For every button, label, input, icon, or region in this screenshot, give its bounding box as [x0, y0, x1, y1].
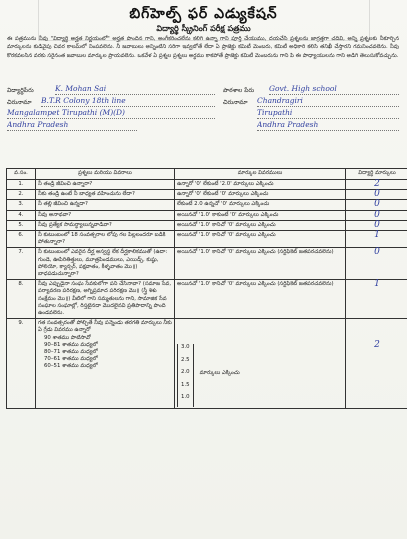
row-number: 5.	[7, 220, 36, 230]
row-mark[interactable]: 2	[346, 180, 407, 190]
grade-option: 90 శాతము పాటిసావో	[44, 334, 91, 341]
scale-value: 2.5	[181, 356, 190, 363]
row-question: నీ తల్లి జీవించి ఉన్నదా?	[36, 200, 175, 210]
row-scoring: అయినచో '1.0' కానిచో '0' మార్కులు ఎక్కించు	[175, 231, 346, 248]
row-number: 1.	[7, 180, 36, 190]
table-row	[7, 280, 407, 319]
row-scoring: అయినచో '1.0' కానిచో '0' మార్కులు ఎక్కించు	[175, 220, 346, 230]
row-question: గత సంవత్సరంతో పోల్చితే నీవు పన్నెండు తరగతి మార్కులు నీకు ఏ గ్రేడు వివరము ఉన్నారో	[38, 320, 172, 334]
address-value[interactable]: B.T.R Colony 18th line	[41, 96, 215, 107]
grade-scale	[177, 344, 343, 407]
student-name-value[interactable]: K. Mohan Sai	[55, 84, 215, 95]
grade-option: 70–61 శాతము మధ్యలో	[44, 356, 98, 363]
row-number: 9.	[7, 319, 36, 409]
row-number: 4.	[7, 210, 36, 220]
school-address-value[interactable]: Chandragiri	[257, 96, 399, 107]
row-number: 3.	[7, 200, 36, 210]
row-mark-value[interactable]: 2	[374, 340, 380, 351]
row-scoring: అయినచో '1.0' కాకుంటే '0' మార్కులు ఎక్కించు	[175, 210, 346, 220]
grade-scale-values	[177, 344, 194, 407]
grade-option: 90–81 శాతము మధ్యలో	[44, 341, 98, 348]
row-mark[interactable]: 0	[346, 220, 407, 230]
grade-option: 60–51 శాతము మధ్యలో	[44, 363, 98, 370]
row-question: నీవు అనాథవా?	[36, 210, 175, 220]
school-name-label: పాఠశాల పేరు	[223, 87, 255, 94]
row-question-grades	[36, 319, 175, 409]
row-question: నీవు ఎప్పుడైనా సంఘ సేవకులోగా పని చేసినావా? (సమాజ సేవ, పర్యావరణ పరిరక్షణ, అగ్నిప్రమాద పరిరక్షణ మొ॥ (స్త్రీ శిశు సంక్షేమం మొ॥) వీటిలో గాని సమ్మతులను గాని, సామాజిక సేవ సంఘాల సంఘాల్లో, రిస్తటైనదా మొదలైనవి ప్రతిపాదాన్ని పొంది ఉండవలెను.	[36, 280, 175, 319]
row-scoring: అయినచో '1.0' కానిచో '0' మార్కులు ఎక్కించు (సర్టిఫికెట్ జతపరచవలెను)	[175, 280, 346, 319]
row-mark[interactable]: 0	[346, 248, 407, 280]
school-address-line-3[interactable]: Tirupathi	[257, 108, 399, 119]
table-row	[7, 231, 407, 248]
grade-option: 80–71 శాతము మధ్యలో	[44, 349, 98, 356]
scale-value: 1.5	[181, 381, 190, 388]
table-row	[7, 319, 407, 409]
row-mark[interactable]	[346, 319, 407, 409]
row-scoring: అయినచో '1.0' కానిచో '0' మార్కులు ఎక్కించు (సర్టిఫికెట్ జతపరచవలెను)	[175, 248, 346, 280]
header-number: వ.సం.	[7, 169, 36, 180]
row-number: 6.	[7, 231, 36, 248]
address-line-4[interactable]: Andhra Pradesh	[7, 120, 137, 131]
address-line-3[interactable]: Mangalampet Tirupathi (M)(D)	[7, 108, 215, 119]
table-row	[7, 190, 407, 200]
row-scoring: ఉన్నారో '0' లేకుంటే '0' మార్కులు ఎక్కించు	[175, 190, 346, 200]
instructions-paragraph: ఈ పత్రమును నీవు "విద్యార్థి అర్హత నిర్ణయంలో" అర్హత పొందిన గాని, అంగీకరించలేను కలిగి ఉన్నా గాని పూర్తి చేయుము, దయచేసి ప్రశ్నలను జాగ్రత్తగా చదివి, అన్ని ప్రశ్నలకు నీకూర్చిన మార్కులను కుడివైపు చివర కాలమ్‌లో నింపవలెను. నీ జవాబులు అన్నింటిని సరిగా ఇవ్వబోతే లేదా ఏ ప్రాజెక్టు కమిటీ మెంబరు, కమిటీ అధికారి కలిసి తనిఖీ చేస్తారని గమనించవలెను. నీవు కొరకవలసిన వరకు సరైనంత జవాబుల మార్కుల ప్రాయవలెను. ఒకవేళ ఏ ప్రశ్నల ప్రశ్నలు అర్థము కాకపోతే ప్రాజెక్టు కమిటీ మెంబరును గాని పి ఈ పాధ్యాయులను గాని అడిగి తెలుసుకోవచ్చును.	[7, 36, 399, 59]
table-header-row	[7, 169, 407, 180]
form-subtitle: విద్యార్థి స్క్రీనింగ్ పరీక్ష పత్రము	[156, 24, 251, 33]
form-title: బిగ్‌హెల్ప్ ఫర్ ఎడ్యుకేషన్	[129, 6, 278, 22]
table-row	[7, 220, 407, 230]
row-mark[interactable]: 0	[346, 210, 407, 220]
row-question: నీ కుటుంబంలో 18 సంవత్సరాల లోపు గల పిల్లలందరూ బడికి పోతున్నారా?	[36, 231, 175, 248]
scale-value: 3.0	[181, 344, 190, 351]
row-mark[interactable]: 0	[346, 200, 407, 210]
row-mark[interactable]: 1	[346, 280, 407, 319]
scale-label: మార్కులు ఎక్కించు	[199, 370, 240, 377]
row-mark[interactable]: 1	[346, 231, 407, 248]
row-question: నీకు తండ్రి ఉంటే నీ బాధ్యత వహించును లేదా?	[36, 190, 175, 200]
header-question: ప్రశ్నలు మరియు వివరాలు	[36, 169, 175, 180]
table-row	[7, 248, 407, 280]
school-name-value[interactable]: Govt. High school	[269, 84, 399, 95]
row-scoring-scale	[175, 319, 346, 409]
table-row	[7, 210, 407, 220]
row-scoring	[177, 320, 343, 342]
row-scoring: లేకుంటే 2.0 ఉన్నచో '0' మార్కులు ఎక్కించు	[175, 200, 346, 210]
row-mark[interactable]: 0	[346, 190, 407, 200]
school-address-line-4[interactable]: Andhra Pradesh	[257, 120, 399, 131]
header-scoring: మార్కుల వివరములు	[175, 169, 346, 180]
row-question: నీ తండ్రి జీవించి ఉన్నారా?	[36, 180, 175, 190]
row-number: 2.	[7, 190, 36, 200]
scale-value: 2.0	[181, 369, 190, 376]
header-marks: విద్యార్థి మార్కులు	[346, 169, 407, 180]
row-question: నీవు ప్రత్యేక సామర్థ్యాలున్నవాడివా?	[36, 220, 175, 230]
address-label: చిరునామా	[7, 99, 32, 106]
table-row	[7, 180, 407, 190]
school-address-label: చిరునామా	[223, 99, 248, 106]
student-details	[7, 84, 402, 135]
row-number: 7.	[7, 248, 36, 280]
row-scoring: ఉన్నారో '0' లేకుంటే '2.0' మార్కులు ఎక్కించు	[175, 180, 346, 190]
row-question: నీ కుటుంబంలో ఎవరైన దీర్ఘ అస్వస్థ లేక దీర్ఘకాలికముతో (ఉదా: గుండె, ఊపిరితిత్తులు, మూత్రపిండములు, ఎయిడ్స్, కుష్ఠు, పోలియో, క్యాన్సర్, పక్షవాతం, కీళ్ళవాతం మొ॥) బాధపడుచున్నారా?	[36, 248, 175, 280]
screening-table	[6, 168, 407, 409]
table-row	[7, 200, 407, 210]
row-number: 8.	[7, 280, 36, 319]
student-name-label: విద్యార్థిపేరు	[7, 87, 34, 94]
scale-value: 1.0	[181, 394, 190, 401]
